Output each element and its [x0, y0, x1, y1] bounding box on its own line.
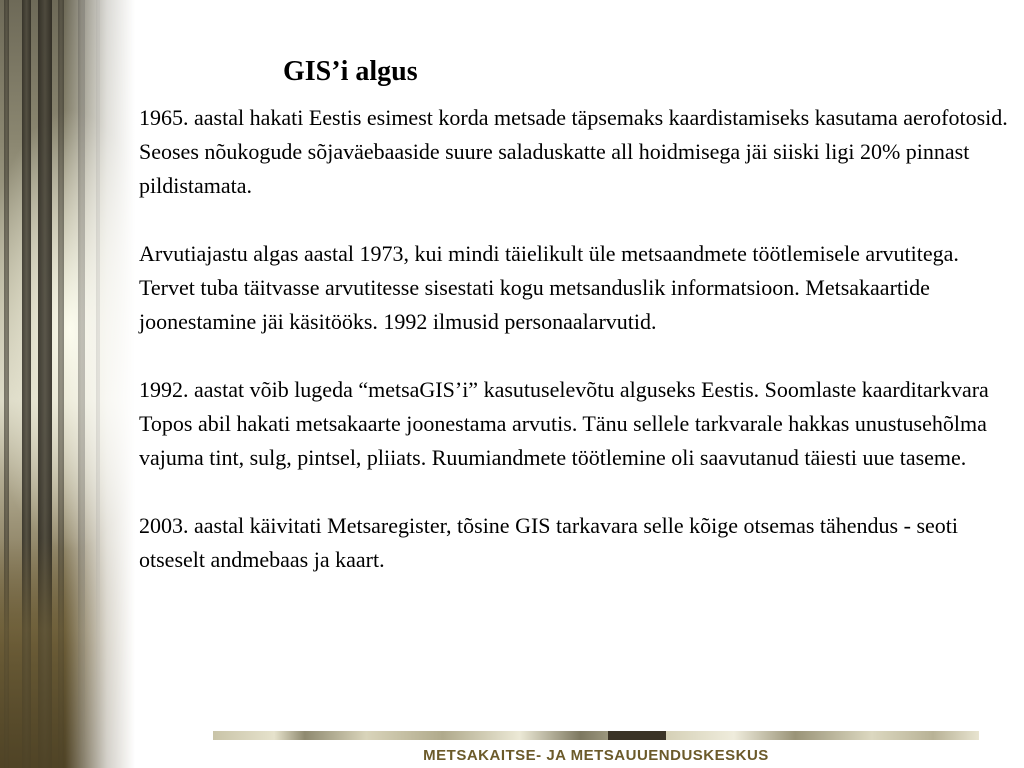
- band-dark-segment: [608, 731, 666, 740]
- paragraph-1992: 1992. aastat võib lugeda “metsaGIS’i” kasutuselevõtu alguseks Eestis. Soomlaste kaarditarkvara Topos abil hakati metsakaarte joonestama arvutis. Tänu sellele tarkvarale hakkas unustusehõlma vajuma tint, sulg, pintsel, pliiats. Ruumiandmete töötlemine oli saavutanud täiesti uue taseme.: [139, 377, 989, 470]
- paragraph-1965: 1965. aastal hakati Eestis esimest korda metsade täpsemaks kaardistamiseks kasutama aerofotosid. Seoses nõukogude sõjaväebaaside suure saladuskatte all hoidmisega jäi siiski ligi 20% pinnast pildistamata.: [139, 105, 1008, 198]
- paragraph-1973: Arvutiajastu algas aastal 1973, kui mindi täielikult üle metsaandmete töötlemisele arvutitega. Tervet tuba täitvasse arvutitesse sisestati kogu metsanduslik informatsioon. Metsakaartide joonestamine jäi käsitööks. 1992 ilmusid personaalarvutid.: [139, 241, 959, 334]
- slide-body: [139, 101, 1019, 577]
- slide-title: GIS’i algus: [283, 56, 418, 87]
- footer-organization: METSAKAITSE- JA METSAUUENDUSKESKUS: [423, 747, 769, 764]
- paragraph-2003: 2003. aastal käivitati Metsaregister, tõsine GIS tarkavara selle kõige otsemas tähendus - seoti otseselt andmebaas ja kaart.: [139, 513, 958, 572]
- forest-background-image: [0, 0, 135, 768]
- image-fade: [65, 0, 135, 768]
- footer-decorative-band: [213, 731, 979, 740]
